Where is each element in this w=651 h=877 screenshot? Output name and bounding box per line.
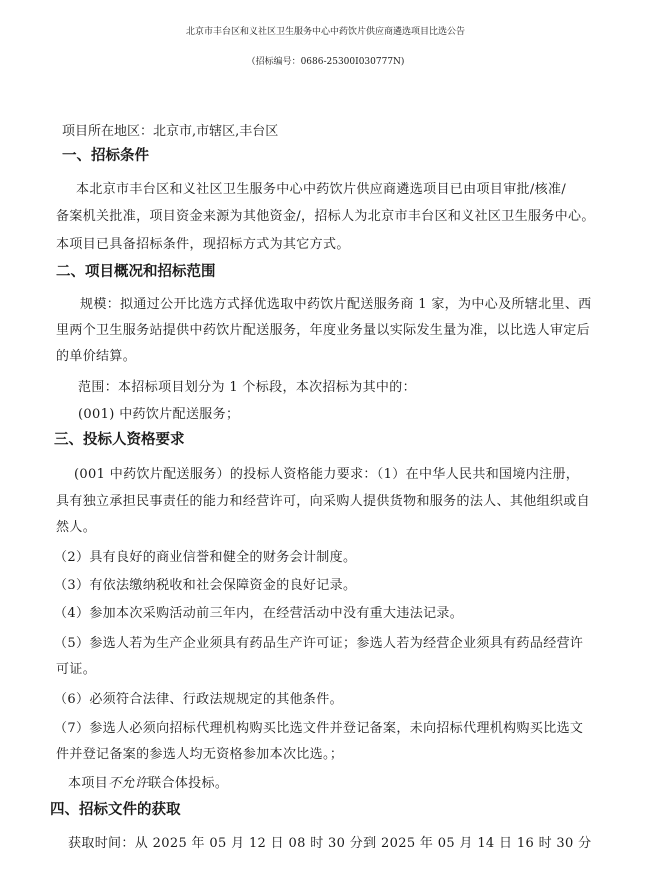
section-1-line: 本北京市丰台区和义社区卫生服务中心中药饮片供应商遴选项目已由项目审批/核准/: [76, 182, 567, 197]
joint-bid-prefix: 本项目: [68, 776, 109, 791]
section-4-heading: 四、招标文件的获取: [50, 802, 181, 818]
requirement-7-line: （7）参选人必须向招标代理机构购买比选文件并登记备案，未向招标代理机构购买比选文: [54, 721, 584, 736]
section-1-heading: 一、招标条件: [62, 148, 149, 164]
requirement-5-line: （5）参选人若为生产企业须具有药品生产许可证；参选人若为经营企业须具有药品经营许: [54, 636, 584, 651]
requirement-1-line: 然人。: [56, 520, 97, 535]
joint-bid-note: [68, 772, 228, 791]
lot-line: (001) 中药饮片配送服务；: [78, 407, 240, 422]
document-title: 北京市丰台区和义社区卫生服务中心中药饮片供应商遴选项目比选公告: [185, 27, 465, 37]
requirement-7-line: 件并登记备案的参选人均无资格参加本次比选。；: [56, 747, 344, 762]
tender-number: （招标编号：0686-25300I030777N): [246, 57, 405, 67]
requirement-1-line: (001 中药饮片配送服务）的投标人资格能力要求：（1）在中华人民共和国境内注册，: [74, 467, 580, 482]
acquisition-time: 获取时间：从 2025 年 05 月 12 日 08 时 30 分到 2025 年 05 月 14 日 16 时 30 分: [68, 836, 592, 851]
project-location: 项目所在地区：北京市,市辖区,丰台区: [62, 124, 279, 139]
requirement-6: （6）必须符合法律、行政法规规定的其他条件。: [54, 692, 343, 707]
joint-bid-emphasis: 不允许: [108, 776, 149, 791]
scale-line: 里两个卫生服务站提供中药饮片配送服务，年度业务量以实际发生量为准，以比选人审定后: [56, 323, 591, 338]
section-2-heading: 二、项目概况和招标范围: [56, 264, 216, 280]
joint-bid-suffix: 联合体投标。: [148, 776, 229, 791]
section-1-line: 本项目已具备招标条件，现招标方式为其它方式。: [56, 237, 350, 252]
requirement-2: （2）具有良好的商业信誉和健全的财务会计制度。: [54, 550, 357, 565]
section-3-heading: 三、投标人资格要求: [54, 432, 185, 448]
requirement-3: （3）有依法缴纳税收和社会保障资金的良好记录。: [54, 578, 357, 593]
requirement-5-line: 可证。: [56, 662, 97, 677]
requirement-4: （4）参加本次采购活动前三年内，在经营活动中没有重大违法记录。: [54, 606, 464, 621]
requirement-1-line: 具有独立承担民事责任的能力和经营许可，向采购人提供货物和服务的法人、其他组织或自: [56, 494, 591, 509]
section-1-line: 备案机关批准，项目资金来源为其他资金/，招标人为北京市丰台区和义社区卫生服务中心。: [56, 209, 595, 224]
scale-line: 规模：拟通过公开比选方式择优选取中药饮片配送服务商 1 家，为中心及所辖北里、西: [80, 297, 592, 312]
scope-line: 范围：本招标项目划分为 1 个标段，本次招标为其中的：: [78, 380, 416, 395]
scale-line: 的单价结算。: [56, 349, 137, 364]
